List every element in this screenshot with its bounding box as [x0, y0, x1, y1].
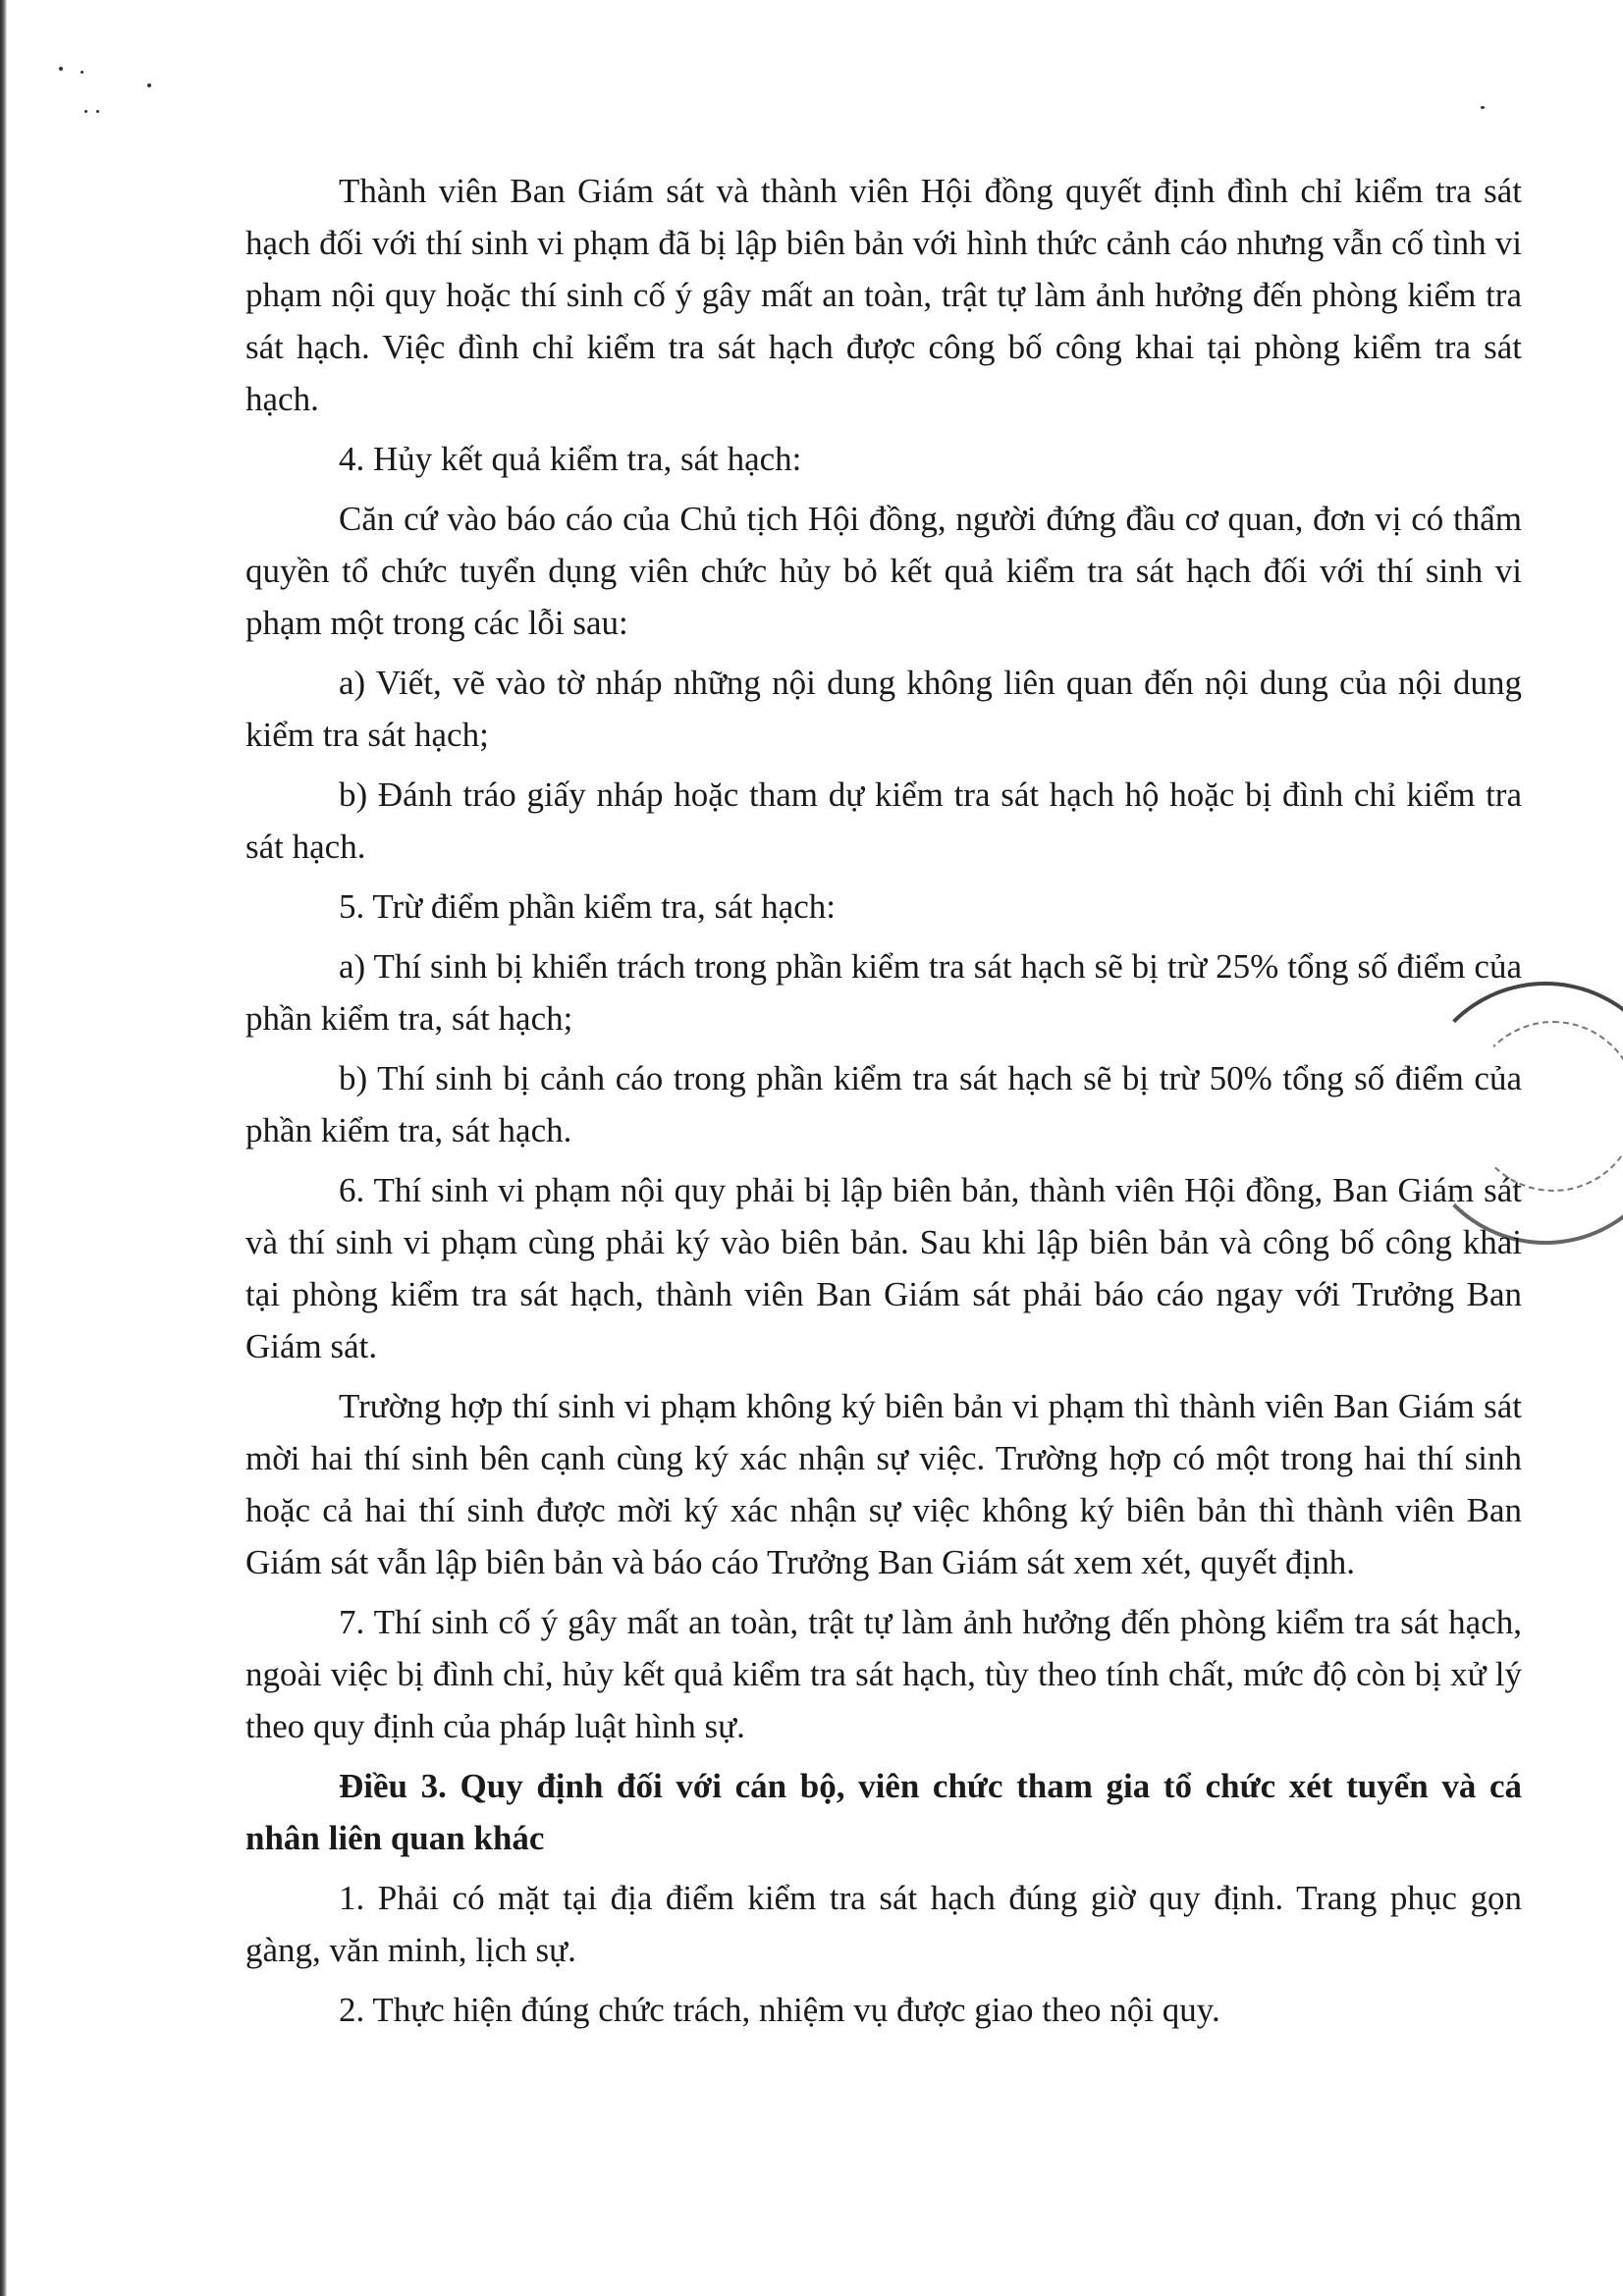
article-3-heading: Điều 3. Quy định đối với cán bộ, viên chức tham gia tổ chức xét tuyển và cá nhân liên quan khác	[245, 1767, 1522, 1857]
paragraph-refusal: Trường hợp thí sinh vi phạm không ký biên bản vi phạm thì thành viên Ban Giám sát mời hai thí sinh bên cạnh cùng ký xác nhận sự việc. Trường hợp có một trong hai thí sinh hoặc cả hai thí sinh được mời ký xác nhận sự việc không ký biên bản thì thành viên Ban Giám sát vẫn lập biên bản và báo cáo Trưởng Ban Giám sát xem xét, quyết định.	[245, 1387, 1522, 1581]
item-5b: b) Thí sinh bị cảnh cáo trong phần kiểm tra sát hạch sẽ bị trừ 50% tổng số điểm của phần kiểm tra, sát hạch.	[245, 1059, 1522, 1149]
scan-speck	[59, 67, 63, 71]
section-5-heading: 5. Trừ điểm phần kiểm tra, sát hạch:	[339, 887, 836, 926]
scan-border	[0, 0, 7, 2296]
item-4b: b) Đánh tráo giấy nháp hoặc tham dự kiểm tra sát hạch hộ hoặc bị đình chỉ kiểm tra sát hạch.	[245, 775, 1522, 866]
item-4a: a) Viết, vẽ vào tờ nháp những nội dung không liên quan đến nội dung của nội dung kiểm tra sát hạch;	[245, 664, 1522, 754]
paragraph-suspension: Thành viên Ban Giám sát và thành viên Hội đồng quyết định đình chỉ kiểm tra sát hạch đối với thí sinh vi phạm đã bị lập biên bản với hình thức cảnh cáo nhưng vẫn cố tình vi phạm nội quy hoặc thí sinh cố ý gây mất an toàn, trật tự làm ảnh hưởng đến phòng kiểm tra sát hạch. Việc đình chỉ kiểm tra sát hạch được công bố công khai tại phòng kiểm tra sát hạch.	[245, 172, 1522, 418]
document-body	[245, 165, 1522, 2044]
article-3-item-1: 1. Phải có mặt tại địa điểm kiểm tra sát hạch đúng giờ quy định. Trang phục gọn gàng, văn minh, lịch sự.	[245, 1879, 1522, 1969]
scan-speck	[147, 83, 151, 87]
scan-speck	[96, 110, 99, 113]
item-5a: a) Thí sinh bị khiển trách trong phần kiểm tra sát hạch sẽ bị trừ 25% tổng số điểm của phần kiểm tra, sát hạch;	[245, 947, 1522, 1038]
scan-speck	[1481, 106, 1485, 109]
paragraph-cancel-basis: Căn cứ vào báo cáo của Chủ tịch Hội đồng, người đứng đầu cơ quan, đơn vị có thẩm quyền tổ chức tuyển dụng viên chức hủy bỏ kết quả kiểm tra sát hạch đối với thí sinh vi phạm một trong các lỗi sau:	[245, 500, 1522, 642]
scan-speck	[84, 110, 87, 113]
section-6: 6. Thí sinh vi phạm nội quy phải bị lập biên bản, thành viên Hội đồng, Ban Giám sát và thí sinh vi phạm cùng phải ký vào biên bản. Sau khi lập biên bản và công bố công khai tại phòng kiểm tra sát hạch, thành viên Ban Giám sát phải báo cáo ngay với Trưởng Ban Giám sát.	[245, 1171, 1522, 1365]
section-4-heading: 4. Hủy kết quả kiểm tra, sát hạch:	[339, 440, 802, 478]
article-3-item-2: 2. Thực hiện đúng chức trách, nhiệm vụ được giao theo nội quy.	[339, 1991, 1220, 2029]
section-7: 7. Thí sinh cố ý gây mất an toàn, trật tự làm ảnh hưởng đến phòng kiểm tra sát hạch, ngoài việc bị đình chỉ, hủy kết quả kiểm tra sát hạch, tùy theo tính chất, mức độ còn bị xử lý theo quy định của pháp luật hình sự.	[245, 1603, 1522, 1745]
scan-speck	[81, 71, 83, 74]
